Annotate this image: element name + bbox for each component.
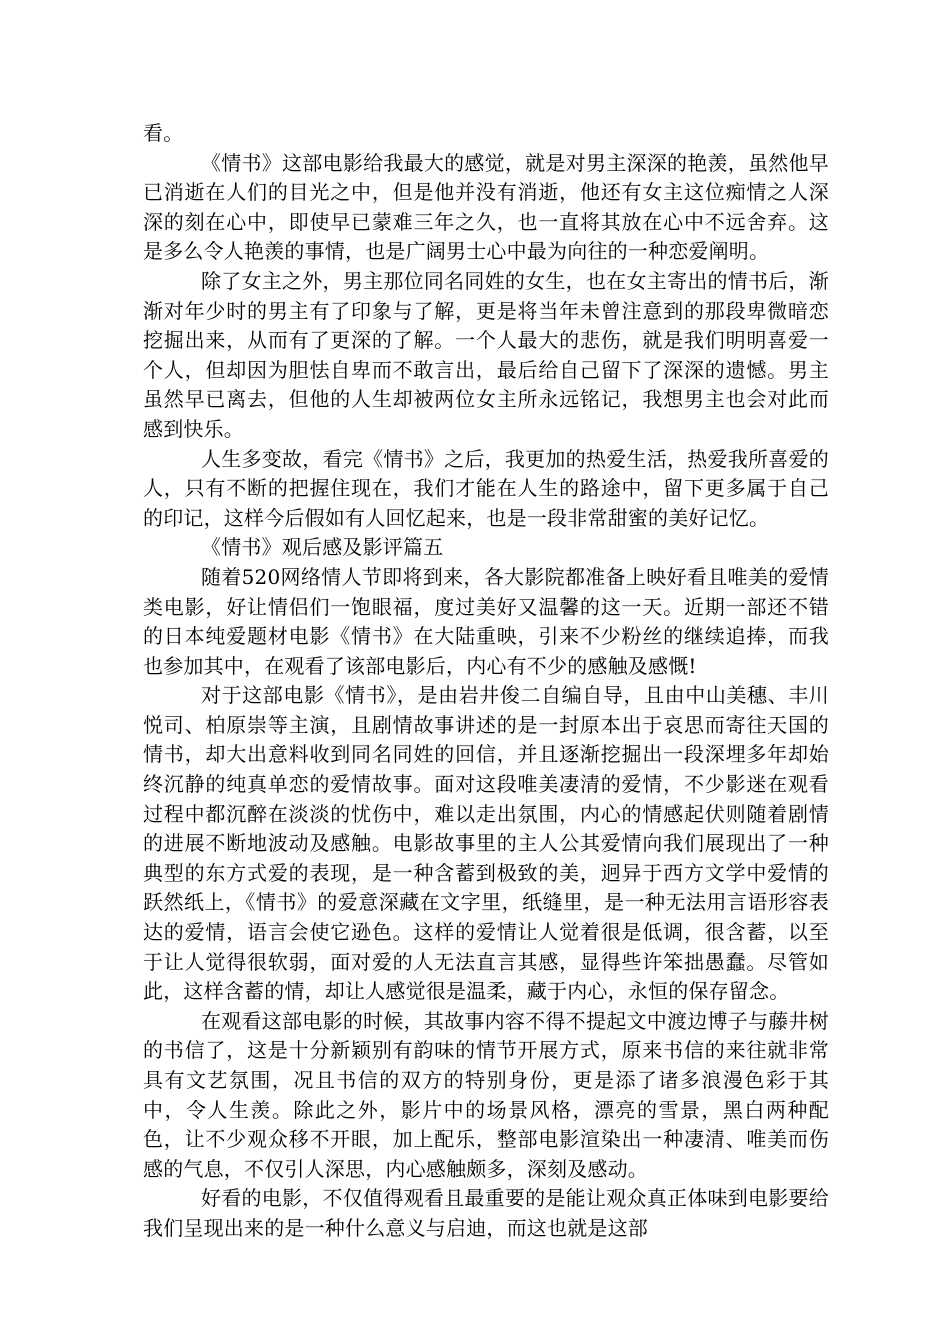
paragraph-life-changes: 人生多变故，看完《情书》之后，我更加的热爱生活，热爱我所喜爱的人，只有不断的把握住现在，我们才能在人生的路途中，留下更多属于自己的印记，这样今后假如有人回忆起来，也是一段非常甜蜜的美好记忆。	[143, 446, 829, 530]
section-heading: 《情书》观后感及影评篇五	[201, 535, 444, 560]
paragraph-good-film: 好看的电影，不仅值得观看且最重要的是能让观众真正体味到电影要给我们呈现出来的是一种什么意义与启迪，而这也就是这部	[143, 1186, 829, 1240]
paragraph-letters-scenery: 在观看这部电影的时候，其故事内容不得不提起文中渡边博子与藤井树的书信了，这是十分新颖别有韵味的情节开展方式，原来书信的来往就非常具有文艺氛围，况且书信的双方的特别身份，更是添了诸多浪漫色彩于其中，令人生羡。除此之外，影片中的场景风格，漂亮的雪景，黑白两种配色，让不少观众移不开眼，加上配乐，整部电影渲染出一种凄清、唯美而伤感的气息，不仅引人深思，内心感触颇多，深刻及感动。	[143, 1008, 829, 1181]
paragraph-same-name-girl: 除了女主之外，男主那位同名同姓的女生，也在女主寄出的情书后，渐渐对年少时的男主有了印象与了解，更是将当年未曾注意到的那段卑微暗恋挖掘出来，从而有了更深的了解。一个人最大的悲伤，就是我们明明喜爱一个人，但却因为胆怯自卑而不敢言出，最后给自己留下了深深的遗憾。男主虽然早已离去，但他的人生却被两位女主所永远铭记，我想男主也会对此而感到快乐。	[143, 268, 829, 441]
paragraph-520-release: 随着520网络情人节即将到来，各大影院都准备上映好看且唯美的爱情类电影，好让情侣们一饱眼福，度过美好又温馨的这一天。近期一部还不错的日本纯爱题材电影《情书》在大陆重映，引来不少粉丝的继续追捧，而我也参加其中，在观看了该部电影后，内心有不少的感触及感慨!	[143, 564, 829, 678]
paragraph-male-lead-envy: 《情书》这部电影给我最大的感觉，就是对男主深深的艳羡，虽然他早已消逝在人们的目光之中，但是他并没有消逝，他还有女主这位痴情之人深深的刻在心中，即使早已蒙难三年之久，也一直将其放在心中不远舍弃。这是多么令人艳羡的事情，也是广阔男士心中最为向往的一种恋爱阐明。	[143, 150, 829, 264]
paragraph-continuation: 看。	[143, 121, 184, 145]
paragraph-film-overview: 对于这部电影《情书》，是由岩井俊二自编自导，且由中山美穗、丰川悦司、柏原崇等主演，且剧情故事讲述的是一封原本出于哀思而寄往天国的情书，却大出意料收到同名同姓的回信，并且逐渐挖掘出一段深埋多年却始终沉静的纯真单恋的爱情故事。面对这段唯美凄清的爱情，不少影迷在观看过程中都沉醉在淡淡的忧伤中，难以走出氛围，内心的情感起伏则随着剧情的进展不断地波动及感触。电影故事里的主人公其爱情向我们展现出了一种典型的东方式爱的表现，是一种含蓄到极致的美，迥异于西方文学中爱情的跃然纸上，《情书》的爱意深藏在文字里，纸缝里，是一种无法用言语形容表达的爱情，语言会使它逊色。这样的爱情让人觉着很是低调，很含蓄，以至于让人觉得很软弱，面对爱的人无法直言其感，显得些许笨拙愚蠢。尽管如此，这样含蓄的情，却让人感觉很是温柔，藏于内心，永恒的保存留念。	[143, 683, 829, 1004]
document-page	[143, 119, 829, 1244]
